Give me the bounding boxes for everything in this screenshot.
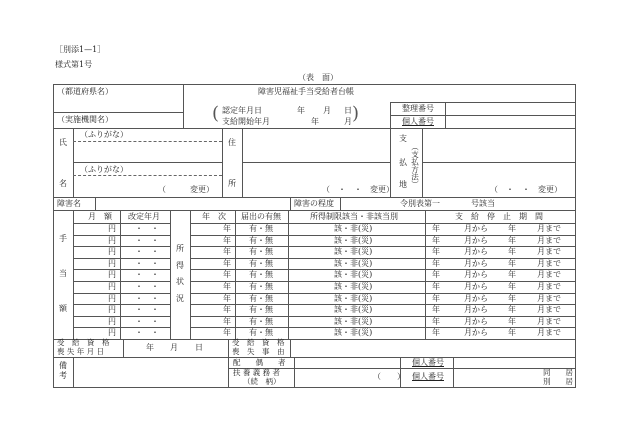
income-label: 得 — [176, 261, 184, 270]
address-label-1: 住 — [228, 138, 236, 147]
stop-to-year: 年 — [508, 270, 516, 280]
year-unit: 年 — [223, 316, 231, 326]
income-limit-status: 該・非(災) — [334, 224, 373, 233]
stop-to-year: 年 — [508, 224, 516, 233]
stop-to-month: 月まで — [537, 235, 561, 245]
form-page: ［別添1—1］ 様式第1号 （表 面） （都道府県名） （実施機関名） 障害児福祉手当受給者台帳 ( 認定年月日 年 月 日 支給開始年月 年 月 ) 整理番号 個人番号 氏 名 （ふりがな） （ふりがな） （ 変更） 住 所 （ ・ ・ 変更） 支 払 地 （支払方法） （ ・ ・ 変更） 障害名 障害の程度 令別表第一 号該当 手 当 額 所 得 状 況 月 額 改定年月 年 次 届出の有無 所得制限該当・非該当別 支 給 停 止 期 間 円 ・ ・ 年 有・無 該・非(災) 年 月から 年 月まで 円 ・ ・ 年 有・無 該・非(災) 年 月から 年 月まで 円 ・ ・ 年 有・無 該・非(災) 年 月から 年 月まで 円 ・ ・ 年 有・無 該・非(災) 年 月から 年 月まで 円 ・ ・ 年 有・無 該・非(災) 年 月から 年 月まで 円 ・ ・ 年 有・無 該・非(災) 年 月から 年 月まで 円 ・ ・ 年 有・無 該・非(災) 年 月から 年 月まで 円 ・ ・ 年 有・無 該・非(災) 年 月から 年 月まで 円 ・ ・ 年 有・無 該・非(災) 年 月から 年 月まで 円 ・ ・ 年 有・無 該・非(災) 年 月から 年 月まで 受 給 資 格 喪 失 年 月 日 年 月 日 受 給 資 格 喪 失 事 由 備 考 配 偶 者 扶 養 義 務 者 （続 柄） （ ） 個人番号 個人番号 同 居 別 居 — [0, 0, 630, 441]
stop-from-year: 年 — [432, 258, 440, 268]
stop-from-year: 年 — [432, 328, 440, 338]
year-unit: 年 — [311, 117, 319, 126]
stop-from-year: 年 — [432, 270, 440, 280]
month-unit: 月 — [323, 106, 331, 115]
stop-from-year: 年 — [432, 316, 440, 326]
income-label: 状 — [176, 277, 184, 286]
year-unit: 年 — [223, 305, 231, 315]
report-status: 有・無 — [249, 293, 273, 303]
report-status: 有・無 — [249, 258, 273, 268]
header-monthly: 月 額 — [88, 212, 112, 221]
loss-date-label: 喪 失 年 月 日 — [57, 347, 105, 356]
name-label-2: 名 — [59, 179, 67, 188]
yen-unit: 円 — [108, 270, 116, 280]
allowance-label: 額 — [59, 304, 67, 313]
day-unit: 日 — [344, 106, 352, 115]
header-income-limit: 所得制限該当・非該当別 — [310, 212, 398, 221]
stop-from-month: 月から — [464, 293, 488, 303]
agency-label: （実施機関名） — [57, 115, 113, 124]
report-status: 有・無 — [249, 247, 273, 257]
report-status: 有・無 — [249, 316, 273, 326]
year-unit: 年 — [223, 293, 231, 303]
stop-from-year: 年 — [432, 224, 440, 233]
year-unit: 年 — [146, 343, 154, 352]
allowance-label: 手 — [59, 234, 67, 243]
header-report: 届出の有無 — [241, 212, 281, 221]
header-year: 年 次 — [202, 212, 226, 221]
revision-date: ・ ・ — [135, 316, 159, 326]
relation-paren: （ ） — [373, 372, 405, 381]
stop-to-month: 月まで — [537, 316, 561, 326]
register-title: 障害児福祉手当受給者台帳 — [258, 87, 354, 96]
yen-unit: 円 — [108, 305, 116, 315]
loss-date-label: 受 給 資 格 — [57, 338, 110, 347]
cert-date-label: 認定年月日 — [222, 106, 262, 115]
pay-label: 地 — [399, 180, 407, 189]
stop-from-year: 年 — [432, 305, 440, 315]
stop-from-year: 年 — [432, 282, 440, 291]
separate-label: 別 居 — [543, 377, 573, 386]
yen-unit: 円 — [108, 235, 116, 245]
stop-from-year: 年 — [432, 235, 440, 245]
form-number: 様式第1号 — [55, 60, 93, 69]
disability-degree-label: 障害の程度 — [294, 199, 334, 208]
revision-date: ・ ・ — [135, 224, 159, 233]
yen-unit: 円 — [108, 247, 116, 257]
stop-from-year: 年 — [432, 247, 440, 257]
form-frame — [53, 84, 576, 388]
spouse-label: 配 偶 者 — [233, 358, 286, 367]
report-status: 有・無 — [249, 235, 273, 245]
stop-to-month: 月まで — [537, 293, 561, 303]
income-limit-status: 該・非(災) — [334, 293, 373, 303]
yen-unit: 円 — [108, 258, 116, 268]
stop-to-year: 年 — [508, 316, 516, 326]
year-unit: 年 — [297, 106, 305, 115]
year-unit: 年 — [223, 235, 231, 245]
loss-reason-label: 受 給 資 格 — [232, 338, 285, 347]
report-status: 有・無 — [249, 224, 273, 233]
stop-from-month: 月から — [464, 247, 488, 257]
name-change: （ 変更） — [158, 185, 214, 194]
month-unit: 月 — [170, 343, 178, 352]
revision-date: ・ ・ — [135, 235, 159, 245]
header-revision: 改定年月 — [128, 212, 160, 221]
stop-to-year: 年 — [508, 328, 516, 338]
income-limit-status: 該・非(災) — [334, 282, 373, 291]
stop-to-year: 年 — [508, 305, 516, 315]
pay-label: 払 — [399, 158, 407, 167]
yen-unit: 円 — [108, 316, 116, 326]
supporter-label: 扶 養 義 務 者 — [233, 368, 281, 377]
stop-to-month: 月まで — [537, 224, 561, 233]
stop-to-month: 月まで — [537, 258, 561, 268]
income-limit-status: 該・非(災) — [334, 235, 373, 245]
stop-to-year: 年 — [508, 258, 516, 268]
stop-to-month: 月まで — [537, 305, 561, 315]
income-limit-status: 該・非(災) — [334, 247, 373, 257]
revision-date: ・ ・ — [135, 282, 159, 291]
report-status: 有・無 — [249, 270, 273, 280]
stop-to-month: 月まで — [537, 270, 561, 280]
income-limit-status: 該・非(災) — [334, 316, 373, 326]
year-unit: 年 — [223, 270, 231, 280]
stop-from-month: 月から — [464, 258, 488, 268]
stop-from-year: 年 — [432, 293, 440, 303]
report-status: 有・無 — [249, 282, 273, 291]
side-label: （表 面） — [298, 73, 338, 82]
notes-label: 考 — [59, 371, 67, 380]
stop-from-month: 月から — [464, 235, 488, 245]
income-label: 況 — [176, 294, 184, 303]
spouse-personal-no-label: 個人番号 — [412, 358, 444, 367]
relation-label: （続 柄） — [243, 377, 281, 386]
ordinance-suffix: 号該当 — [471, 199, 495, 208]
year-unit: 年 — [223, 247, 231, 257]
pay-label: 支 — [399, 134, 407, 143]
stop-to-year: 年 — [508, 282, 516, 291]
revision-date: ・ ・ — [135, 258, 159, 268]
revision-date: ・ ・ — [135, 328, 159, 338]
stop-from-month: 月から — [464, 270, 488, 280]
pay-method-label: （支払方法） — [410, 143, 420, 188]
stop-from-month: 月から — [464, 224, 488, 233]
income-limit-status: 該・非(災) — [334, 305, 373, 315]
stop-from-month: 月から — [464, 282, 488, 291]
stop-from-month: 月から — [464, 305, 488, 315]
stop-to-month: 月まで — [537, 282, 561, 291]
ordinance-ref: 令別表第一 — [400, 199, 440, 208]
income-limit-status: 該・非(災) — [334, 270, 373, 280]
revision-date: ・ ・ — [135, 305, 159, 315]
allowance-label: 当 — [59, 269, 67, 278]
day-unit: 日 — [195, 343, 203, 352]
pay-change: （ ・ ・ 変更） — [490, 185, 562, 194]
loss-reason-label: 喪 失 事 由 — [232, 347, 285, 356]
income-limit-status: 該・非(災) — [334, 258, 373, 268]
stop-to-month: 月まで — [537, 328, 561, 338]
address-change: （ ・ ・ 変更） — [322, 185, 394, 194]
stop-to-year: 年 — [508, 293, 516, 303]
stop-to-year: 年 — [508, 235, 516, 245]
report-status: 有・無 — [249, 305, 273, 315]
stop-from-month: 月から — [464, 316, 488, 326]
personal-no-field[interactable] — [446, 116, 574, 127]
year-unit: 年 — [223, 328, 231, 338]
supporter-personal-no-label: 個人番号 — [412, 372, 444, 381]
notes-label: 備 — [59, 361, 67, 370]
furigana-label: （ふりがな） — [80, 130, 128, 139]
ref-no-field[interactable] — [446, 103, 574, 114]
start-label: 支給開始年月 — [222, 117, 270, 126]
name-label-1: 氏 — [59, 138, 67, 147]
address-label-2: 所 — [228, 179, 236, 188]
stop-from-month: 月から — [464, 328, 488, 338]
year-unit: 年 — [223, 282, 231, 291]
month-unit: 月 — [344, 117, 352, 126]
income-label: 所 — [176, 244, 184, 253]
ref-no-label: 整理番号 — [402, 104, 434, 113]
yen-unit: 円 — [108, 293, 116, 303]
yen-unit: 円 — [108, 224, 116, 233]
disability-name-label: 障害名 — [57, 199, 81, 208]
cohabit-label: 同 居 — [543, 368, 573, 377]
revision-date: ・ ・ — [135, 293, 159, 303]
attachment-label: ［別添1—1］ — [55, 45, 106, 54]
year-unit: 年 — [223, 224, 231, 233]
personal-no-label: 個人番号 — [402, 117, 434, 126]
furigana-label: （ふりがな） — [80, 165, 128, 174]
income-limit-status: 該・非(災) — [334, 328, 373, 338]
prefecture-label: （都道府県名） — [57, 87, 113, 96]
stop-to-year: 年 — [508, 247, 516, 257]
yen-unit: 円 — [108, 282, 116, 291]
header-suspension: 支 給 停 止 期 間 — [455, 212, 543, 221]
revision-date: ・ ・ — [135, 247, 159, 257]
revision-date: ・ ・ — [135, 270, 159, 280]
report-status: 有・無 — [249, 328, 273, 338]
yen-unit: 円 — [108, 328, 116, 338]
stop-to-month: 月まで — [537, 247, 561, 257]
year-unit: 年 — [223, 258, 231, 268]
